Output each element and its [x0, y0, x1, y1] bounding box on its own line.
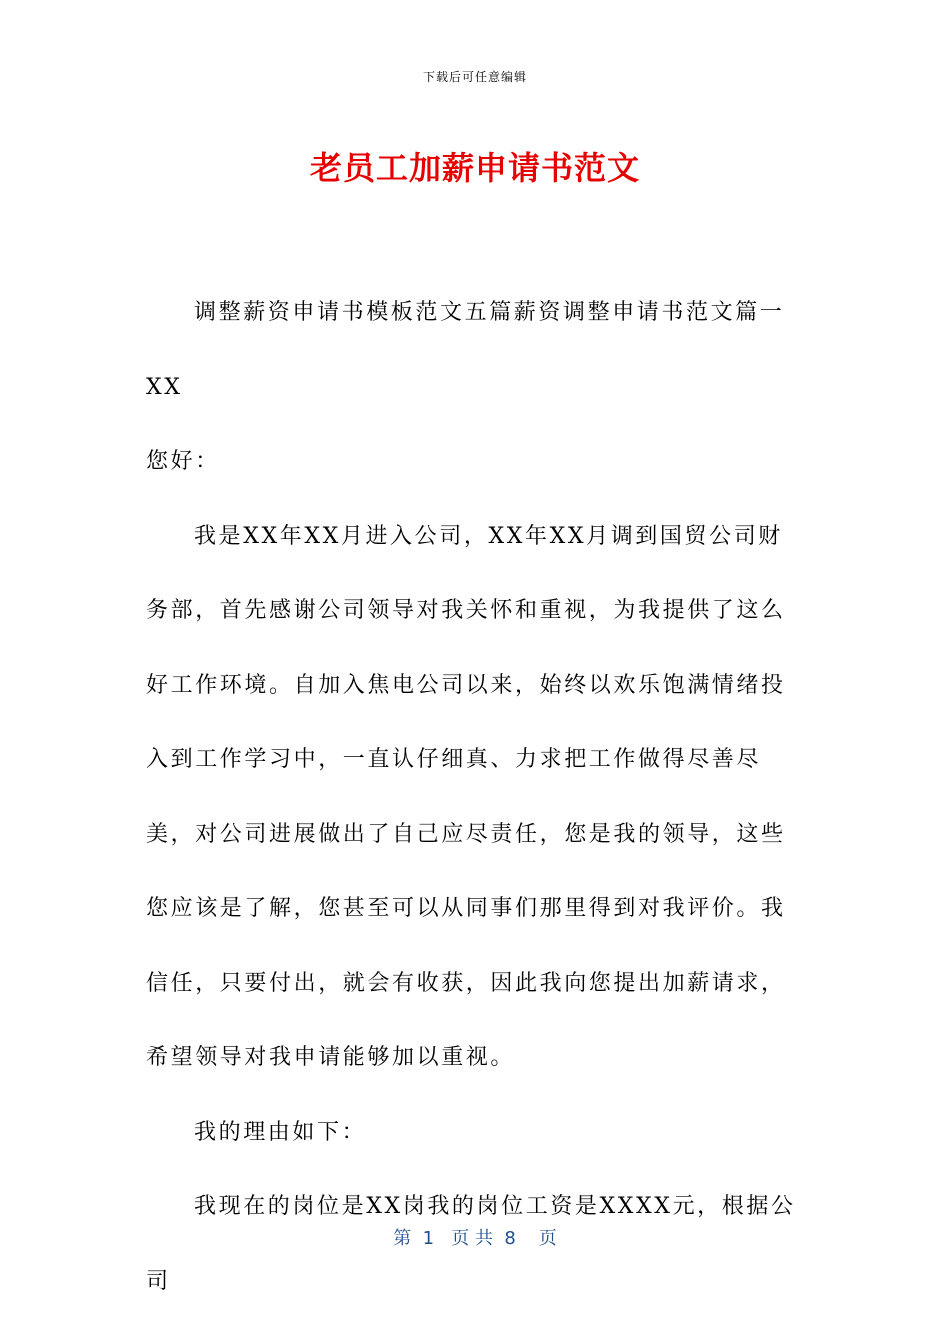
paragraph-reason-1: 我现在的岗位是XX岗我的岗位工资是XXXX元，根据公司: [146, 1194, 796, 1294]
paragraph-main: 我是XX年XX月进入公司，XX年XX月调到国贸公司财务部，首先感谢公司领导对我关怀和重视，为我提供了这么好工作环境。自加入焦电公司以来，始终以欢乐饱满情绪投入到工作学习中，一直认仔细真、力求把工作做得尽善尽美，对公司进展做出了自己应尽责任，您是我的领导，这些您应该是了解，您甚至可以从同事们那里得到对我评价。我信任，只要付出，就会有收获，因此我向您提出加薪请求，希望领导对我申请能够加以重视。: [146, 523, 786, 1070]
document-title: 老员工加薪申请书范文: [309, 149, 640, 187]
document-body: [146, 276, 806, 1319]
page-number-footer: 第 1 页 共 8 页: [393, 1228, 557, 1249]
paragraph-greeting: 您好：: [146, 449, 220, 474]
header-note: 下载后可任意编辑: [422, 70, 527, 84]
paragraph-intro: 调整薪资申请书模板范文五篇薪资调整申请书范文篇一XX: [146, 300, 785, 400]
paragraph-reasons-heading: 我的理由如下：: [194, 1119, 367, 1145]
